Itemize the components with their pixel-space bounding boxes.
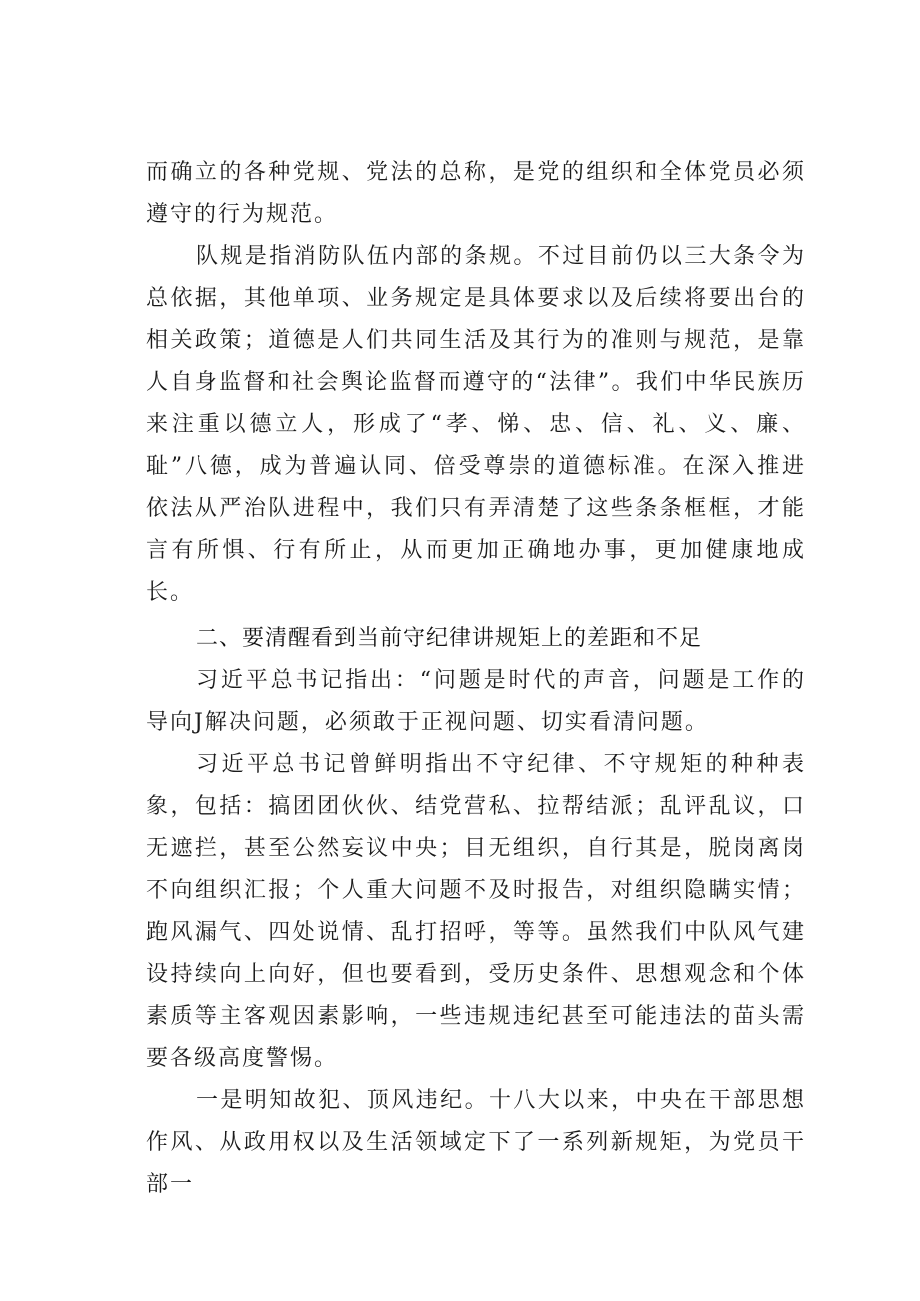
paragraph-phenomena: 习近平总书记曾鲜明指出不守纪律、不守规矩的种种表象，包括：搞团团伙伙、结党营私、拉帮结派；乱评乱议，口无遮拦，甚至公然妄议中央；目无组织，自行其是，脱岗离岗不向组织汇报；个人重大问题不及时报告，对组织隐瞒实情；跑风漏气、四处说情、乱打招呼，等等。虽然我们中队风气建设持续向上向好，但也要看到，受历史条件、思想观念和个体素质等主客观因素影响，一些违规违纪甚至可能违法的苗头需要各级高度警惕。 [146,752,806,1071]
paragraph-point-one: 一是明知故犯、顶风违纪。十八大以来，中央在干部思想作风、从政用权以及生活领域定下了一系列新规矩，为党员干部一 [146,1088,806,1197]
section-heading-2: 二、要清醒看到当前守纪律讲规矩上的差距和不足 [196,626,703,651]
paragraph-quote: 习近平总书记指出：“问题是时代的声音，问题是工作的导向J解决问题，必须敢于正视问题、切实看清问题。 [146,668,806,735]
paragraph-continuation: 而确立的各种党规、党法的总称，是党的组织和全体党员必须遵守的行为规范。 [146,160,806,227]
paragraph-team-rules: 队规是指消防队伍内部的条规。不过目前仍以三大条令为总依据，其他单项、业务规定是具体要求以及后续将要出台的相关政策；道德是人们共同生活及其行为的准则与规范，是靠人自身监督和社会舆论监督而遵守的“法律”。我们中华民族历来注重以德立人，形成了“孝、悌、忠、信、礼、义、廉、耻”八德，成为普遍认同、倍受尊崇的道德标准。在深入推进依法从严治队进程中，我们只有弄清楚了这些条条框框，才能言有所惧、行有所止，从而更加正确地办事，更加健康地成长。 [146,244,806,605]
document-body [146,152,806,1206]
